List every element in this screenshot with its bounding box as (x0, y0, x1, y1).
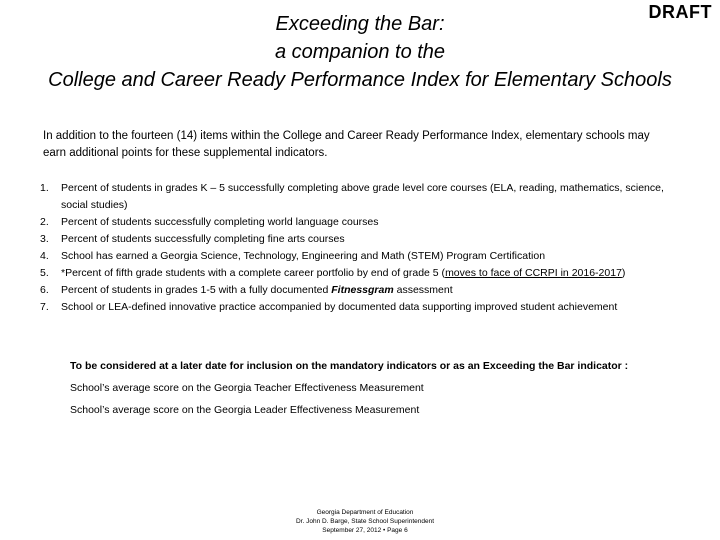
list-item (40, 265, 680, 282)
item-text: Percent of students successfully completing world language courses (61, 216, 379, 228)
item-number: 3. (40, 233, 49, 245)
list-item (40, 299, 680, 316)
draft-label: DRAFT (648, 2, 712, 22)
item-number: 4. (40, 250, 49, 262)
list-item (40, 231, 680, 248)
item-text-after: ) (621, 267, 626, 279)
page-title (0, 10, 720, 94)
item-text: School has earned a Georgia Science, Technology, Engineering and Math (STEM) Program Certification (61, 250, 546, 262)
title-line-2: a companion to the (274, 41, 446, 63)
item-text: Percent of students in grades K – 5 successfully completing above grade level core courses (ELA, reading, mathematics, science, social studies) (61, 182, 664, 211)
item-text: Percent of students successfully completing fine arts courses (61, 233, 345, 245)
item-text: School or LEA-defined innovative practice accompanied by documented data supporting improved student achievement (61, 301, 618, 313)
indicator-list (40, 180, 680, 316)
item-number: 2. (40, 216, 49, 228)
item-number: 6. (40, 284, 49, 296)
later-heading: To be considered at a later date for inclusion on the mandatory indicators or as an Exceeding the Bar indicator : (70, 360, 629, 372)
later-consideration-section (70, 358, 670, 418)
item-text-before: Percent of students in grades 1-5 with a fully documented (61, 284, 332, 296)
list-item (40, 180, 680, 214)
list-item (40, 214, 680, 231)
footer-line-1: Georgia Department of Education (316, 509, 414, 516)
item-number: 7. (40, 301, 49, 313)
teacher-measurement-line: School’s average score on the Georgia Teacher Effectiveness Measurement (70, 382, 424, 394)
item-emphasis: Fitnessgram (331, 284, 394, 296)
list-item (40, 282, 680, 299)
footer-line-2: Dr. John D. Barge, State School Superintendent (295, 518, 435, 525)
title-line-1: Exceeding the Bar: (275, 13, 445, 35)
leader-measurement-line: School’s average score on the Georgia Leader Effectiveness Measurement (70, 404, 420, 416)
item-text-after: assessment (393, 284, 453, 296)
item-text-before: *Percent of fifth grade students with a complete career portfolio by end of grade 5 ( (61, 267, 446, 279)
item-number: 1. (40, 182, 49, 194)
intro-paragraph: In addition to the fourteen (14) items within the College and Career Ready Performance Index, elementary schools may earn additional points for these supplemental indicators. (43, 130, 650, 159)
item-number: 5. (40, 267, 49, 279)
item-underlined-note: moves to face of CCRPI in 2016-2017 (445, 267, 622, 279)
list-item (40, 248, 680, 265)
page-footer (0, 508, 720, 535)
title-line-3: College and Career Ready Performance Index for Elementary Schools (48, 69, 672, 91)
footer-line-3: September 27, 2012 • Page 6 (322, 527, 408, 534)
